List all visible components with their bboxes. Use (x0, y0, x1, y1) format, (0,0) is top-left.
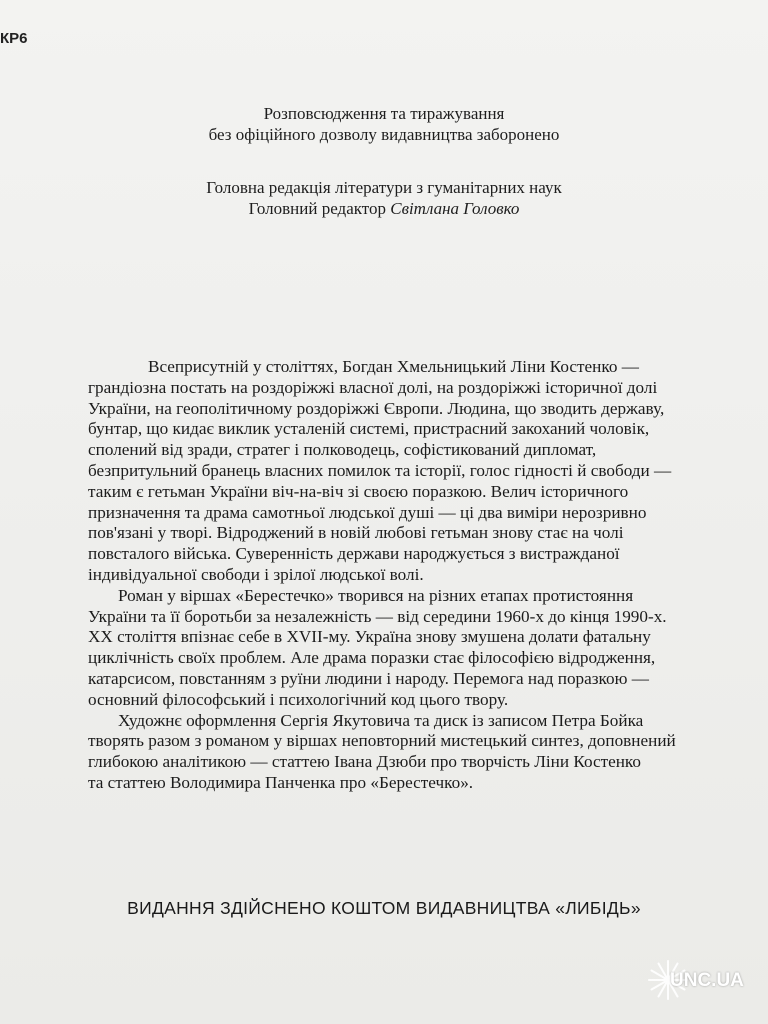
text-line: індивідуальної свободи і зрілої людської волі. (88, 564, 424, 584)
text-line: України та її боротьби за незалежність — від середини 1960-х до кінця 1990-х. (88, 606, 667, 626)
notice-line-1: Розповсюдження та тиражування (263, 104, 505, 123)
text-line: повсталого війська. Суверенність держави народжується з вистражданої (88, 544, 620, 564)
editor-label: Головний редактор (248, 199, 386, 218)
text-line: катарсисом, повстанням з руїни людини і народу. Перемога над поразкою — (88, 668, 649, 688)
annotation-text (88, 357, 698, 794)
editorial-line-2 (0, 198, 768, 219)
text-line: XX століття впізнає себе в XVII-му. Україна знову змушена долати фатальну (88, 627, 651, 647)
site-watermark (646, 958, 758, 1002)
editor-name: Світлана Головко (390, 199, 520, 218)
text-line: грандіозна постать на роздоріжжі власної долі, на роздоріжжі історичної долі (88, 377, 658, 397)
editorial-line-1: Головна редакція літератури з гуманітарних наук (206, 178, 562, 197)
text-line: пов'язані у творі. Відроджений в новій любові гетьман знову стає на чолі (88, 523, 624, 543)
text-line: творять разом з романом у віршах неповторний мистецький синтез, доповнений (88, 731, 676, 751)
text-line: сполений від зради, стратег і полководець, софістикований дипломат, (88, 440, 597, 460)
text-line: таким є гетьман України віч-на-віч зі своєю поразкою. Велич історичного (88, 481, 629, 501)
text-line: безпритульний бранець власних помилок та історії, голос гідності й свободи — (88, 460, 672, 480)
text-line: призначення та драма самотньої людської душі — ці два виміри нерозривно (88, 502, 647, 522)
text-line: України, на геополітичному роздоріжжі Європи. Людина, що зводить державу, (88, 398, 665, 418)
notice-line-2: без офіційного дозволу видавництва заборонено (208, 125, 560, 144)
text-line: Роман у віршах «Берестечко» творився на різних етапах протистояння (118, 585, 634, 605)
copyright-notice (0, 103, 768, 145)
text-line: основний філософський і психологічний код цього твору. (88, 689, 509, 709)
text-line: циклічність своїх проблем. Але драма поразки стає філософією відродження, (88, 648, 656, 668)
paragraph-2 (88, 585, 698, 711)
paragraph-3 (88, 710, 698, 794)
text-line: бунтар, що кидає виклик усталеній системі, пристрасний закоханий чоловік, (88, 419, 650, 439)
paragraph-1 (88, 357, 698, 586)
text-line: Всеприсутній у століттях, Богдан Хмельницький Ліни Костенко — (148, 357, 639, 376)
text-line: глибокою аналітикою — статтею Івана Дзюби про творчість Ліни Костенко (88, 752, 642, 772)
text-line: Художнє оформлення Сергія Якутовича та диск із записом Петра Бойка (118, 710, 644, 730)
editorial-info (0, 177, 768, 219)
text-line: та статтею Володимира Панченка про «Берестечко». (88, 772, 474, 792)
watermark-text: UNC.UA (670, 970, 744, 991)
corner-code: КР6 (0, 30, 28, 47)
publisher-footer: ВИДАННЯ ЗДІЙСНЕНО КОШТОМ ВИДАВНИЦТВА «ЛИБІДЬ» (127, 898, 641, 918)
